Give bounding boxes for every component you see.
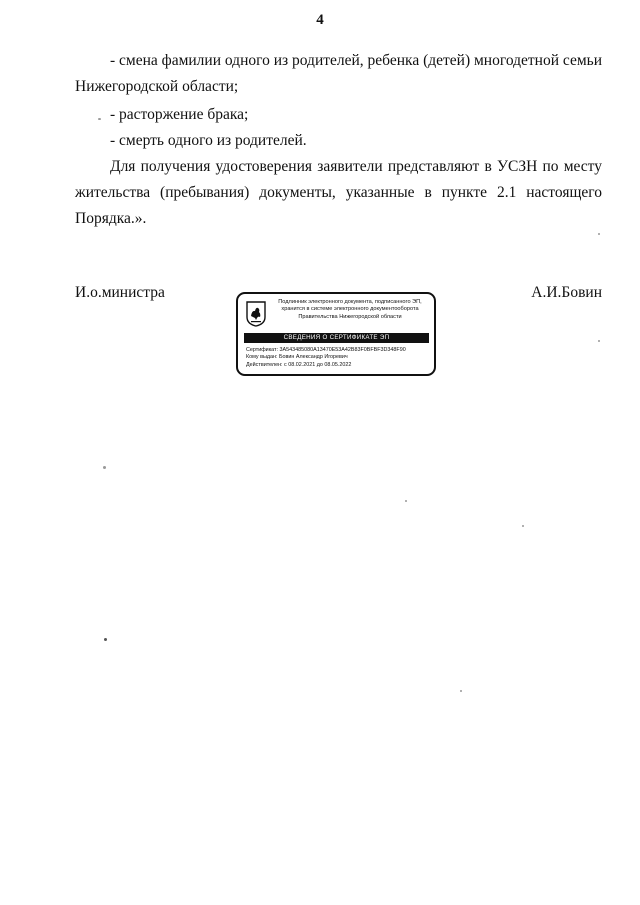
- stamp-details: [246, 347, 432, 369]
- electronic-signature-stamp: [236, 292, 436, 376]
- stamp-header-line3: Правительства Нижегородской области: [298, 313, 402, 320]
- stamp-issued-row: [246, 354, 432, 361]
- scan-speck: [598, 340, 600, 342]
- paragraph-divorce: - расторжение брака;: [110, 106, 249, 123]
- paragraph-documents-line3: Порядка.».: [75, 210, 147, 227]
- stamp-valid-row: [246, 362, 432, 369]
- scan-speck: [460, 690, 462, 692]
- paragraph-documents-line2: жительства (пребывания) документы, указанные в пункте 2.1 настоящего: [75, 184, 602, 201]
- stamp-header-line2: хранится в системе электронного документооборота: [281, 306, 419, 313]
- paragraph-death: - смерть одного из родителей.: [110, 132, 307, 149]
- stamp-valid-label: Действителен:: [246, 361, 283, 368]
- scan-speck: [598, 233, 600, 235]
- scan-speck: [104, 638, 107, 641]
- stamp-header-line1: Подлинник электронного документа, подписанного ЭП,: [278, 299, 422, 305]
- signature-name: А.И.Бовин: [531, 284, 602, 301]
- stamp-header: [244, 299, 430, 331]
- signature-position: И.о.министра: [75, 284, 165, 301]
- stamp-valid-value: с 08.02.2021 до 08.05.2022: [284, 361, 352, 368]
- paragraph-surname-change-line1: - смена фамилии одного из родителей, ребенка (детей) многодетной семьи: [110, 52, 603, 69]
- scan-speck: [98, 118, 101, 120]
- stamp-certificate-value: 3A543485080A13470E53A42B83F0BFBF3D348F90: [279, 347, 406, 353]
- scan-speck: [522, 525, 524, 527]
- scan-speck: [405, 500, 407, 502]
- stamp-certificate-label: Сертификат:: [246, 347, 279, 353]
- stamp-certificate-band: СВЕДЕНИЯ О СЕРТИФИКАТЕ ЭП: [244, 333, 429, 343]
- stamp-issued-value: Бовин Александр Игоревич: [278, 354, 348, 361]
- paragraph-documents-line1: Для получения удостоверения заявители представляют в УСЗН по месту: [110, 158, 602, 175]
- page-number: 4: [316, 12, 324, 28]
- stamp-header-text: [270, 299, 430, 321]
- paragraph-surname-change-line2: Нижегородской области;: [75, 78, 239, 95]
- scan-speck: [103, 466, 106, 469]
- stamp-issued-label: Кому выдан:: [246, 354, 278, 361]
- stamp-certificate-row: [246, 347, 432, 354]
- coat-of-arms-icon: [246, 301, 266, 327]
